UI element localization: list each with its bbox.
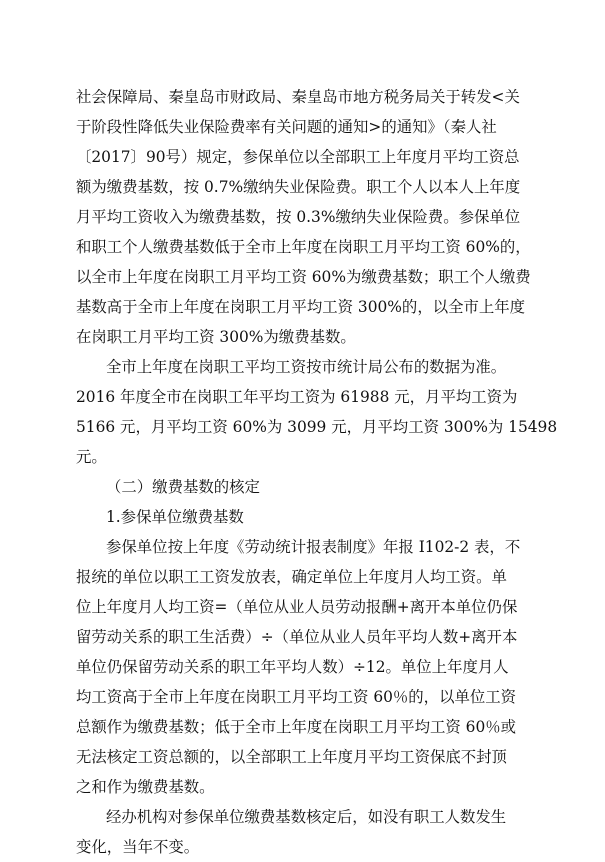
- text-line-17: 报统的单位以职工工资发放表，确定单位上年度月人均工资。单: [76, 568, 507, 586]
- text-line-23: 无法核定工资总额的，以全部职工上年度月平均工资保底不封顶: [76, 748, 507, 766]
- text-line-1: 社会保障局、秦皇岛市财政局、秦皇岛市地方税务局关于转发<关: [76, 88, 520, 106]
- text-line-25: 经办机构对参保单位缴费基数核定后，如没有职工人数发生: [106, 808, 507, 826]
- text-line-26: 变化，当年不变。: [76, 838, 200, 856]
- text-line-24: 之和作为缴费基数。: [76, 778, 215, 796]
- text-line-18: 位上年度月人均工资=（单位从业人员劳动报酬+离开本单位仍保: [76, 598, 518, 616]
- text-line-22: 总额作为缴费基数；低于全市上年度在岗职工月平均工资 60％或: [76, 718, 517, 736]
- text-line-4: 额为缴费基数，按 0.7%缴纳失业保险费。职工个人以本人上年度: [76, 178, 521, 196]
- text-line-11: 2016 年度全市在岗职工年平均工资为 61988 元，月平均工资为: [76, 388, 518, 406]
- text-line-13: 元。: [76, 448, 107, 466]
- text-line-21: 均工资高于全市上年度在岗职工月平均工资 60％的，以单位工资: [76, 688, 517, 706]
- text-line-2: 于阶段性降低失业保险费率有关问题的通知>的通知》（秦人社: [76, 118, 497, 136]
- text-line-10: 全市上年度在岗职工平均工资按市统计局公布的数据为准。: [106, 358, 507, 376]
- text-line-20: 单位仍保留劳动关系的职工年平均人数）÷12。单位上年度月人: [76, 658, 509, 676]
- text-line-12: 5166 元，月平均工资 60%为 3099 元，月平均工资 300%为 15498: [76, 418, 558, 436]
- subsection-heading: 1.参保单位缴费基数: [106, 508, 244, 526]
- text-line-7: 以全市上年度在岗职工月平均工资 60%为缴费基数；职工个人缴费: [76, 268, 531, 286]
- text-line-8: 基数高于全市上年度在岗职工月平均工资 300%的，以全市上年度: [76, 298, 526, 316]
- section-heading: （二）缴费基数的核定: [106, 478, 260, 496]
- text-line-19: 留劳动关系的职工生活费）÷（单位从业人员年平均人数+离开本: [76, 628, 518, 646]
- text-line-9: 在岗职工月平均工资 300%为缴费基数。: [76, 328, 356, 346]
- text-line-6: 和职工个人缴费基数低于全市上年度在岗职工月平均工资 60%的，: [76, 238, 531, 256]
- text-line-5: 月平均工资收入为缴费基数，按 0.3%缴纳失业保险费。参保单位: [76, 208, 521, 226]
- text-line-3: 〔2017〕90号）规定，参保单位以全部职工上年度月平均工资总: [76, 148, 520, 166]
- text-line-16: 参保单位按上年度《劳动统计报表制度》年报 I102-2 表，不: [106, 538, 521, 556]
